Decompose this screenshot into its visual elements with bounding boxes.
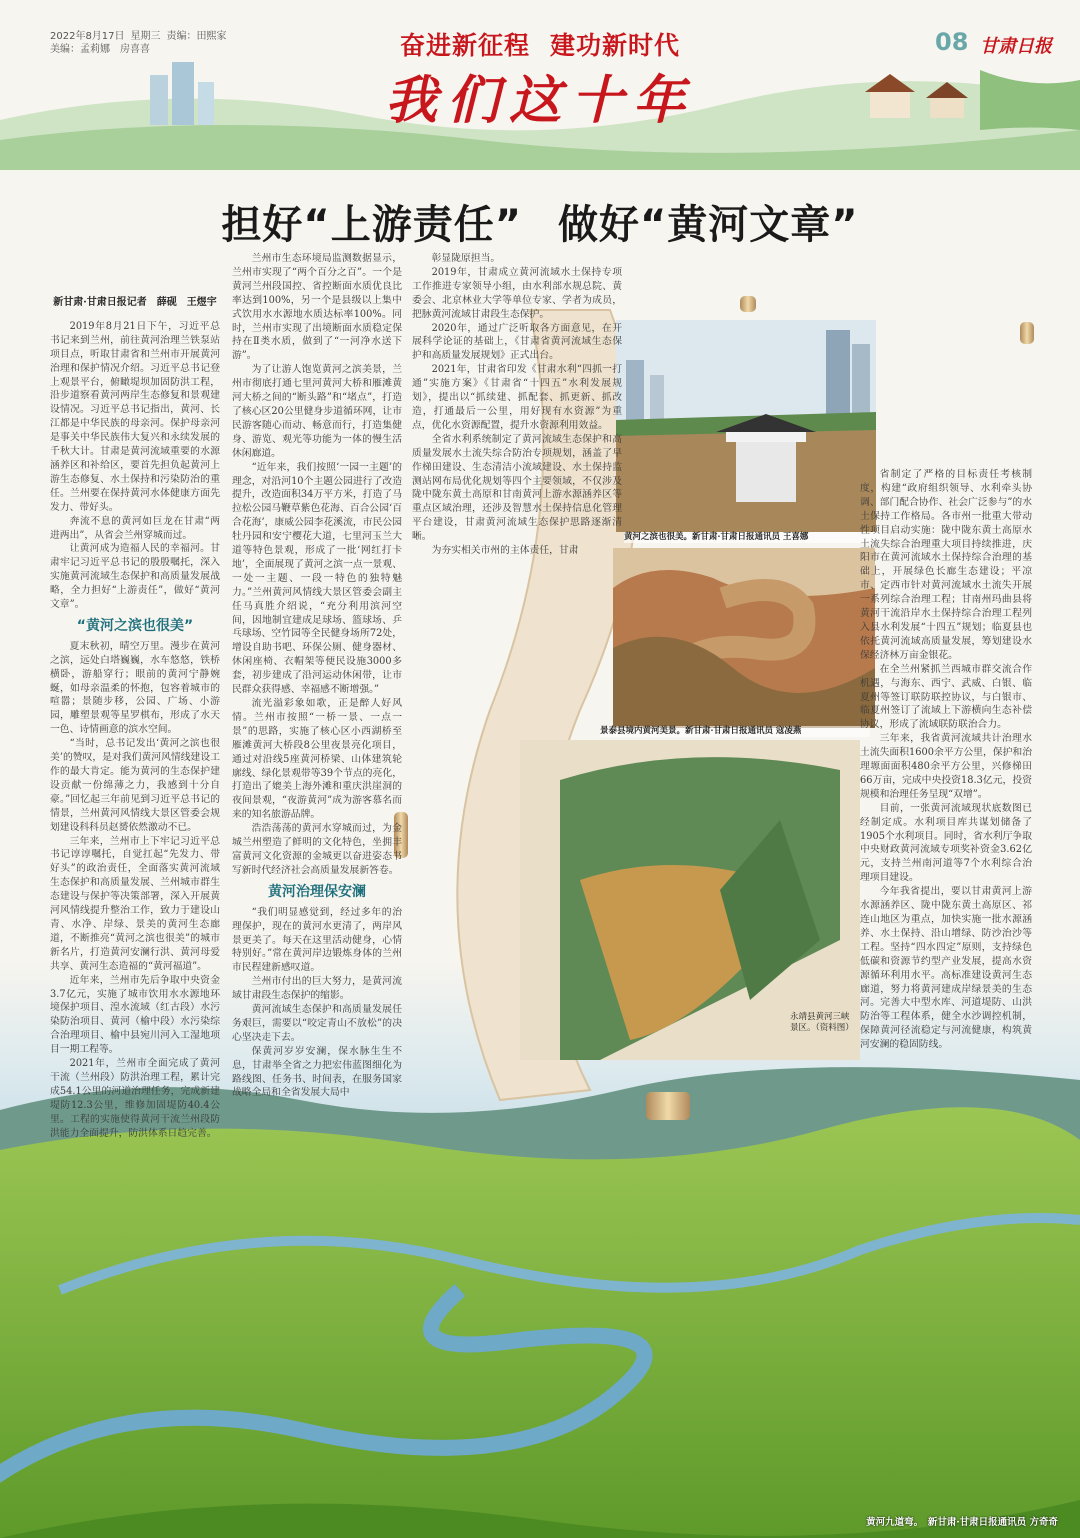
column-3 bbox=[412, 252, 622, 652]
scroll-rod-bottom bbox=[646, 1092, 690, 1120]
paragraph: 流光溢彩象如歌，正是醉人好风情。兰州市按照“一桥一景、一点一景”的思路，实施了核心区小西湖桥至雁滩黄河大桥段8公里夜景亮化项目，通过对沿线5座黄河桥梁、山体建筑轮廓线、绿化景观带等39个节点的亮化，打造出了媲美上海外滩和重庆洪崖洞的夜间景观，“夜游黄河”成为游客慕名而来的知名旅游品牌。 bbox=[232, 698, 402, 821]
slogan bbox=[0, 26, 1080, 62]
paragraph: “近年来，我们按照‘一园一主题’的理念，对沿河10个主题公园进行了改造提升，改造面积34万平方米，打造了马拉松公园马鞭草紫色花海、百合公园‘百合花海’，康威公园李花溪流，市民公园牡丹园和安宁樱花大道，七里河玉兰大道等特色景观，形成了一批‘网红打卡地’，全面展现了黄河之滨一点一景观、一处一主题、一段一特色的独特魅力。”兰州黄河风情线大景区管委会副主任马真胜介绍说，“充分利用滨河空间，因地制宜建成足球场、篮球场、乒乓球场、空竹园等全民健身场所72处，增设自助书吧、环保公厕、健身器材、休闲座椅、衣帽架等便民设施3000多套，初步建成了沿河运动休闲带，让市民群众获得感、幸福感不断增强。” bbox=[232, 461, 402, 696]
photo-caption-1: 黄河之滨也很美。新甘肃·甘肃日报通讯员 王喜娜 bbox=[624, 532, 884, 543]
paragraph: 近年来，兰州市先后争取中央资金3.7亿元，实施了城市饮用水水源地环境保护项目、湟水流域（红古段）水污染防治项目、黄河（榆中段）水污染综合治理项目、榆中县宛川河入工湿地项目一期工程等。 bbox=[50, 974, 220, 1056]
paragraph: 省制定了严格的目标责任考核制度，构建“政府组织领导、水利牵头协调、部门配合协作、社会广泛参与”的水土保持工作格局。各市州一批重大带动性项目启动实施：陇中陇东黄土高原水土流失综合治理重大项目持续推进，庆阳市在黄河流域水土保持综合治理的基础上，开展绿色长廊生态建设；平凉市、定西市针对黄河流域水土流失开展一系列综合治理工程；甘南州玛曲县将黄河干流沿岸水土保持综合治理工程列入县水利发展“十四五”规划；临夏县也依托黄河流域高质量发展，筹划建设水保经济林万亩金银花。 bbox=[860, 469, 1032, 661]
scroll-rod-right bbox=[1020, 322, 1034, 344]
paragraph: 为夯实相关市州的主体责任，甘肃 bbox=[431, 545, 579, 557]
subheading-2: 黄河治理保安澜 bbox=[268, 883, 366, 900]
scroll-rod-top bbox=[740, 296, 756, 312]
byline: 新甘肃·甘肃日报记者 薛砚 王煜宇 bbox=[53, 297, 217, 308]
photo-riverside bbox=[616, 320, 876, 532]
headline bbox=[0, 193, 1080, 250]
paragraph: 夏末秋初，晴空万里。漫步在黄河之滨，远处白塔巍巍，水车悠悠，铁桥横卧，游船穿行；眼前的黄河宁静婉蜒，如母亲温柔的怀抱，包容着城市的喧嚣；景随步移，公园、广场、小游园，雕塑景观等星罗棋布，形成了水天一色、诗情画意的滨水空间。 bbox=[50, 640, 220, 736]
paragraph: 奔流不息的黄河如巨龙在甘肃“两进两出”，从省会兰州穿城而过。 bbox=[50, 515, 220, 541]
paragraph: 全省水利系统制定了黄河流域生态保护和高质量发展水土流失综合防治专项规划，涵盖了早作梯田建设、生态清洁小流域建设、水土保持监测站网布局优化规划等四个主要领域，不仅涉及陇中陇东黄土高原和甘南黄河上游水源涵养区等重点区域治理，还涉及智慧水土保持信息化管理平台建设，甘肃黄河流域生态保护思路逐渐清晰。 bbox=[412, 433, 622, 543]
column-2 bbox=[232, 252, 402, 1099]
section-title: 我们这十年 bbox=[384, 70, 695, 131]
paragraph: 今年我省提出，要以甘肃黄河上游水源涵养区、陇中陇东黄土高原区、祁连山地区为重点，加快实施一批水源涵养、水土保持、沿山增绿、防沙治沙等工程。坚持“四水四定”原则，支持绿色低碳和资源节约型产业发展，提高水资源循环利用水平。高标准建设黄河生态廊道，努力将黄河建成岸绿景美的生态河。完善大中型水库、河道堤防、山洪防治等工程体系，健全水沙调控机制，保障黄河径流稳定与河流健康，构筑黄河安澜的稳固防线。 bbox=[860, 886, 1032, 1051]
issue-designers: 美编：孟莉娜 房喜喜 bbox=[50, 44, 150, 55]
paragraph: 为了让游人饱览黄河之滨美景，兰州市彻底打通七里河黄河大桥和雁滩黄河大桥之间的“断头路”和“堵点”，打造了核心区20公里健身步道循环网，让市民游客随心而动、畅意而行，打造集健身、游览、观光等功能为一体的慢生活休闲廊道。 bbox=[232, 364, 402, 459]
paragraph: 彰显陇原担当。 bbox=[431, 253, 501, 264]
issue-weekday: 星期三 bbox=[130, 31, 161, 42]
paragraph: 浩浩荡荡的黄河水穿城而过，为金城兰州塑造了鲜明的文化特色，坐拥丰富黄河文化资源的金城更以奋进姿态书写新时代经济社会高质量发展新答卷。 bbox=[232, 823, 402, 876]
slogan-right: 建功新时代 bbox=[550, 31, 681, 60]
paragraph: “当时，总书记发出‘黄河之滨也很美’的赞叹，是对我们黄河风情线建设工作的最大肯定。能为黄河的生态保护建设贡献一份绵薄之力，我感到十分自豪。”回忆起三年前见到习近平总书记的情景，兰州黄河风情线大景区管委会规划建设科科员赵赟依然激动不已。 bbox=[50, 738, 220, 833]
photo-caption-2: 景泰县境内黄河美景。新甘肃·甘肃日报通讯员 寇凌燕 bbox=[600, 726, 870, 737]
paragraph: 在全兰州紧抓兰西城市群交流合作机遇，与海东、西宁、武威、白银、临夏州等签订联防联控协议，与白银市、临夏州签订了流域上下游横向生态补偿协议，形成了流域联防联治合力。 bbox=[860, 663, 1032, 731]
photo-caption-3: 永靖县黄河三峡景区。（资料图） bbox=[790, 1012, 854, 1033]
paragraph: 兰州市生态环境局监测数据显示，兰州市实现了“两个百分之百”。一个是黄河兰州段国控、省控断面水质优良比率达到100%，另一个是县级以上集中式饮用水水源地水质达标率100%。同时，兰州市实现了出境断面水质稳定保持在Ⅱ类水质，做到了“一河净水送下游”。 bbox=[232, 253, 402, 362]
photo-caption-bottom: 黄河九道弯。 新甘肃·甘肃日报通讯员 方奇奇 bbox=[866, 1517, 1058, 1528]
column-4 bbox=[860, 468, 1032, 1051]
paragraph: “我们明显感觉到，经过多年的治理保护，现在的黄河水更清了，两岸风景更美了。每天在这里活动健身，心情特别好。”常在黄河岸边锻炼身体的兰州市民程建新感叹道。 bbox=[232, 906, 402, 974]
paragraph: 让黄河成为造福人民的幸福河。甘肃牢记习近平总书记的殷殷嘱托，深入实施黄河流域生态保护和高质量发展战略，全力担好“上游责任”，做好“黄河文章”。 bbox=[50, 543, 220, 611]
photo-canyon bbox=[613, 548, 875, 728]
paragraph: 黄河流域生态保护和高质量发展任务艰巨，需要以“咬定青山不放松”的决心坚决走下去。 bbox=[232, 1004, 402, 1043]
paragraph: 2019年，甘肃成立黄河流域水土保持专项工作推进专家领导小组，由水利部水规总院、黄委会、北京林业大学等单位专家、学者为成员，把脉黄河流域甘肃段生态保护。 bbox=[412, 266, 622, 320]
paragraph: 三年来，我省黄河流域共计治理水土流失面积1600余平方公里，保护和治理塬面面积480余平方公里，兴修梯田66万亩，完成中央投资18.3亿元，投资规模和治理任务呈现“双增”。 bbox=[860, 733, 1032, 800]
page-number: 08 bbox=[935, 28, 969, 56]
slogan-left: 奋进新征程 bbox=[399, 31, 530, 60]
subheading-1: “黄河之滨也很美” bbox=[76, 617, 194, 634]
paragraph: 2021年，甘肃省印发《甘肃水利“四抓一打通”实施方案》《甘肃省“十四五”水利发展规划》，提出以“抓续建、抓配套、抓更新、抓改造，打通最后一公里，用好现有水资源”为重点，优化水资源配置，提升水资源利用效益。 bbox=[412, 364, 622, 431]
headline-right: 做好“黄河文章” bbox=[558, 202, 859, 248]
issue-editor: 责编：田熙家 bbox=[166, 31, 227, 42]
paragraph: 2019年8月21日下午，习近平总书记来到兰州，前往黄河治理兰铁泵站项目点，听取甘肃省和兰州市开展黄河治理和保护情况介绍。习近平总书记登上观景平台，俯瞰堤坝加固防洪工程，沿步道察看黄河两岸生态修复和景观建设情况。习近平总书记指出，黄河、长江都是中华民族的母亲河。保护母亲河是事关中华民族伟大复兴和永续发展的千秋大计。甘肃是黄河流域重要的水源涵养区和补给区，要首先担负起黄河上游生态修复、水土保持和污染防治的重任。兰州要在保持黄河水体健康方面先发力、带好头。 bbox=[50, 320, 220, 513]
paragraph: 2020年，通过广泛听取各方面意见，在开展科学论证的基础上，《甘肃省黄河流域生态保护和高质量发展规划》正式出台。 bbox=[412, 322, 622, 362]
paragraph: 2021年，兰州市全面完成了黄河干流（兰州段）防洪治理工程，累计完成54.1公里的河道治理任务，完成新建堤防12.3公里，维修加固堤防40.4公里。工程的实施使得黄河干流兰州段防洪能力全面提升，防洪体系日趋完善。 bbox=[50, 1058, 220, 1139]
column-1 bbox=[50, 290, 220, 1139]
headline-left: 担好“上游责任” bbox=[221, 202, 522, 248]
issue-date: 2022年8月17日 bbox=[50, 31, 125, 42]
paper-logo: 甘肃日报 bbox=[980, 36, 1052, 57]
paragraph: 兰州市付出的巨大努力，是黄河流域甘肃段生态保护的缩影。 bbox=[232, 976, 402, 1002]
paragraph: 三年来，兰州市上下牢记习近平总书记谆谆嘱托，自觉扛起“先发力、带好头”的政治责任，全面落实黄河流域生态保护和高质量发展、兰州城市群生态建设与保护等决策部署，深入开展黄河风情线提升整治工作，致力于建设山青、水净、岸绿、景美的黄河生态廊道，不断推亮“黄河之滨也很美”的城市新名片，打造黄河安澜行洪、黄河母爱共享、黄河生态造福的“黄河福道”。 bbox=[50, 835, 220, 972]
paragraph: 目前，一张黄河流域现状底数图已经制定成。水利项目库共谋划储备了1905个水利项目。同时，省水利厅争取中央财政黄河流域专项奖补资金3.62亿元，支持兰州南河道等7个水利综合治理项目建设。 bbox=[860, 802, 1032, 884]
paragraph: 保黄河岁岁安澜，保水脉生生不息，甘肃举全省之力把宏伟蓝图细化为路线图、任务书、时间表，在服务国家战略全局和全省发展大局中 bbox=[232, 1045, 402, 1099]
